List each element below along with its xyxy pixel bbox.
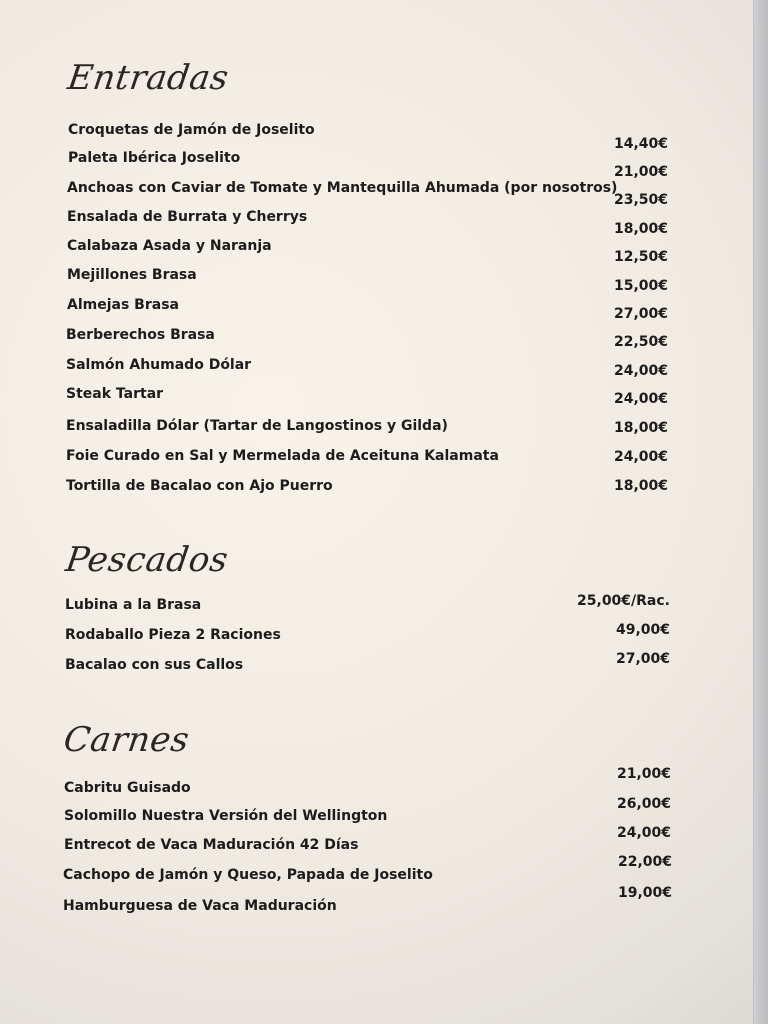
menu-item-price: 14,40€ — [613, 136, 668, 152]
menu-item: Rodaballo Pieza 2 Raciones — [65, 627, 281, 643]
menu-item: Almejas Brasa — [67, 297, 179, 313]
menu-item-price: 27,00€ — [613, 306, 668, 322]
menu-item: Ensaladilla Dólar (Tartar de Langostinos y Gilda) — [66, 418, 448, 434]
menu-item: Foie Curado en Sal y Mermelada de Aceituna Kalamata — [66, 448, 499, 464]
menu-item-price: 18,00€ — [613, 420, 668, 436]
menu-item-price: 22,50€ — [613, 334, 668, 350]
menu-item: Cabritu Guisado — [64, 780, 191, 796]
menu-item-price: 18,00€ — [613, 221, 668, 237]
menu-item: Bacalao con sus Callos — [65, 657, 244, 673]
page-edge — [753, 0, 768, 1024]
menu-item: Paleta Ibérica Joselito — [68, 150, 241, 166]
menu-item-price: 12,50€ — [613, 249, 668, 265]
menu-item-price: 24,00€ — [613, 391, 668, 407]
menu-item: Salmón Ahumado Dólar — [66, 357, 252, 373]
menu-item-price: 22,00€ — [617, 854, 672, 870]
menu-item-price: 21,00€ — [613, 164, 668, 180]
section-heading-entradas: Entradas — [65, 58, 232, 98]
menu-item: Entrecot de Vaca Maduración 42 Días — [64, 837, 359, 853]
menu-item-price: 15,00€ — [613, 278, 668, 294]
menu-item: Steak Tartar — [66, 386, 164, 402]
section-heading-carnes: Carnes — [61, 720, 192, 760]
menu-item-price: 23,50€ — [613, 192, 668, 208]
section-heading-pescados: Pescados — [63, 540, 231, 580]
menu-item: Cachopo de Jamón y Queso, Papada de Joselito — [63, 867, 433, 883]
menu-item-price: 24,00€ — [616, 825, 671, 841]
menu-item-price: 18,00€ — [613, 478, 668, 494]
menu-item-price: 21,00€ — [616, 766, 671, 782]
menu-item-price: 24,00€ — [613, 363, 668, 379]
menu-item-price: 19,00€ — [617, 885, 672, 901]
menu-item-price: 27,00€ — [615, 651, 670, 667]
menu-item: Lubina a la Brasa — [65, 597, 202, 613]
menu-item-price: 25,00€/Rac. — [577, 593, 670, 609]
menu-item: Mejillones Brasa — [67, 267, 197, 283]
menu-item: Tortilla de Bacalao con Ajo Puerro — [66, 478, 333, 494]
menu-item-price: 26,00€ — [616, 796, 671, 812]
menu-item: Croquetas de Jamón de Joselito — [68, 122, 315, 138]
menu-item: Calabaza Asada y Naranja — [67, 238, 272, 254]
menu-item: Berberechos Brasa — [66, 327, 215, 343]
menu-item: Solomillo Nuestra Versión del Wellington — [64, 808, 388, 824]
menu-item-price: 24,00€ — [613, 449, 668, 465]
menu-item-price: 49,00€ — [615, 622, 670, 638]
menu-item: Hamburguesa de Vaca Maduración — [63, 898, 337, 914]
menu-item: Ensalada de Burrata y Cherrys — [67, 209, 308, 225]
menu-item: Anchoas con Caviar de Tomate y Mantequilla Ahumada (por nosotros) — [67, 180, 618, 196]
